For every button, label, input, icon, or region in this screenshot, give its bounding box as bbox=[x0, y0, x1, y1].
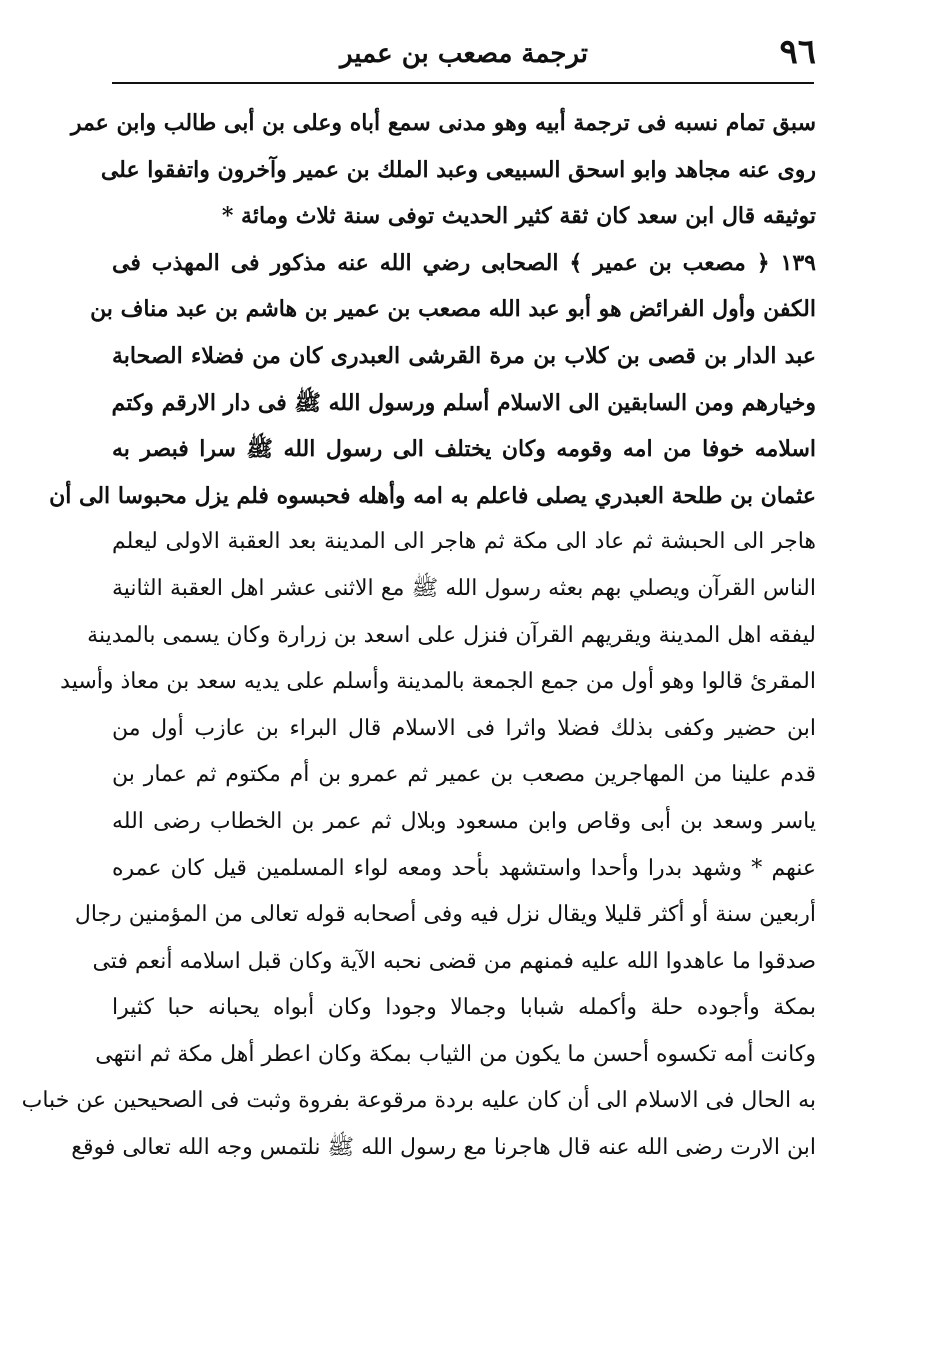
page-header bbox=[112, 28, 816, 80]
text-line: روى عنه مجاهد وابو اسحق السبيعى وعبد الملك بن عمير وآخرون واتفقوا على bbox=[100, 156, 816, 183]
text-line: وخيارهم ومن السابقين الى الاسلام أسلم ورسول الله ﷺ فى دار الارقم وكتم bbox=[111, 389, 816, 416]
text-line: الكفن وأول الفرائض هو أبو عبد الله مصعب بن عمير بن هاشم بن عبد مناف بن bbox=[90, 296, 816, 323]
body-text bbox=[21, 100, 816, 1172]
text-line: صدقوا ما عاهدوا الله عليه فمنهم من قضى نحبه الآية وكان قبل اسلامه أنعم فتى bbox=[92, 948, 816, 974]
text-line: عنهم * وشهد بدرا وأحدا واستشهد بأحد ومعه لواء المسلمين قيل كان عمره bbox=[112, 855, 816, 881]
text-line: ابن حضير وكفى بذلك فضلا واثرا فى الاسلام قال البراء بن عازب أول من bbox=[112, 715, 816, 741]
text-line: به الحال فى الاسلام الى أن كان عليه بردة مرقوعة بفروة وثبت فى الصحيحين عن خباب bbox=[21, 1088, 816, 1114]
text-line: قدم علينا من المهاجرين مصعب بن عمير ثم عمرو بن أم مكتوم ثم عمار بن bbox=[112, 762, 816, 788]
text-line: الناس القرآن ويصلي بهم بعثه رسول الله ﷺ مع الاثنى عشر اهل العقبة الثانية bbox=[112, 575, 816, 601]
text-line: بمكة وأجوده حلة وأكمله شبابا وجمالا وجودا وكان أبواه يحبانه حبا كثيرا bbox=[112, 995, 816, 1021]
text-line: أربعين سنة أو أكثر قليلا ويقال نزل فيه وفى أصحابه قوله تعالى من المؤمنين رجال bbox=[74, 902, 816, 928]
text-line: المقرئ قالوا وهو أول من جمع الجمعة بالمدينة وأسلم على يديه سعد بن معاذ وأسيد bbox=[60, 669, 816, 695]
page-number: ٩٦ bbox=[779, 32, 816, 72]
text-line: توثيقه قال ابن سعد كان ثقة كثير الحديث توفى سنة ثلاث ومائة * bbox=[221, 203, 816, 230]
text-line: اسلامه خوفا من امه وقومه وكان يختلف الى رسول الله ﷺ سرا فبصر به bbox=[112, 436, 816, 463]
text-line: ابن الارت رضى الله عنه قال هاجرنا مع رسول الله ﷺ نلتمس وجه الله تعالى فوقع bbox=[71, 1135, 816, 1161]
text-line: سبق تمام نسبه فى ترجمة أبيه وهو مدنى سمع أباه وعلى بن أبى طالب وابن عمر bbox=[70, 110, 816, 136]
text-line: عبد الدار بن قصى بن كلاب بن مرة القرشى العبدرى كان من فضلاء الصحابة bbox=[112, 342, 816, 369]
text-line: ليفقه اهل المدينة ويقريهم القرآن فنزل على اسعد بن زرارة وكان يسمى بالمدينة bbox=[87, 622, 816, 648]
running-title: ترجمة مصعب بن عمير bbox=[339, 39, 589, 69]
text-line: ياسر وسعد بن أبى وقاص وابن مسعود وبلال ثم عمر بن الخطاب رضى الله bbox=[112, 808, 816, 834]
text-line: هاجر الى الحبشة ثم عاد الى مكة ثم هاجر الى المدينة بعد العقبة الاولى ليعلم bbox=[112, 529, 816, 555]
text-line: وكانت أمه تكسوه أحسن ما يكون من الثياب بمكة وكان اعطر أهل مكة ثم انتهى bbox=[95, 1041, 816, 1067]
header-rule bbox=[112, 82, 814, 84]
text-line: عثمان بن طلحة العبدري يصلى فاعلم به امه وأهله فحبسوه فلم يزل محبوسا الى أن bbox=[49, 482, 816, 509]
text-line: ١٣٩ ﴿ مصعب بن عمير ﴾ الصحابى رضي الله عنه مذكور فى المهذب فى bbox=[112, 249, 816, 276]
